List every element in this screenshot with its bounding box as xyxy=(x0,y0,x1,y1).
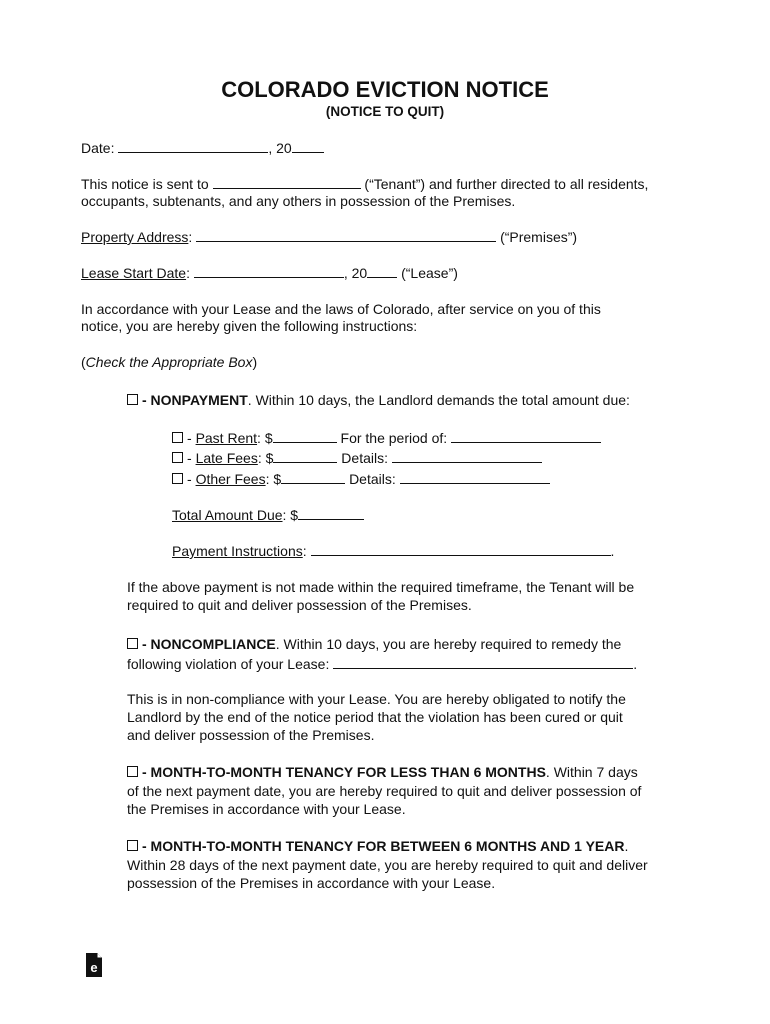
late-fees-amount-field[interactable] xyxy=(273,449,337,463)
other-fees-amount-field[interactable] xyxy=(281,470,345,484)
other-fees-row xyxy=(172,470,550,488)
past-rent-row xyxy=(172,429,601,447)
property-row xyxy=(81,228,577,246)
payment-instructions-period: . xyxy=(610,543,615,559)
noncompliance-para-2: Landlord by the end of the notice period that the violation has been cured or quit xyxy=(127,709,623,725)
check-instruction xyxy=(81,353,257,371)
violation-field[interactable] xyxy=(333,655,633,669)
check-close-paren: ) xyxy=(252,354,258,370)
past-rent-prefix: - xyxy=(187,430,196,446)
month-6to12-row xyxy=(127,837,628,855)
noncompliance-para-1: This is in non-compliance with your Lease. You are hereby obligated to notify the xyxy=(127,691,626,707)
property-colon: : xyxy=(188,229,193,245)
lease-suffix: (“Lease”) xyxy=(401,265,458,281)
notice-text-b: (“Tenant”) and further directed to all residents, xyxy=(364,176,649,192)
other-fees-prefix: - xyxy=(187,471,196,487)
property-address-field[interactable] xyxy=(196,228,496,242)
month-6to12-text-2: Within 28 days of the next payment date, you are hereby required to quit and deliver xyxy=(127,857,648,873)
month-less6-text-1: . Within 7 days xyxy=(545,764,638,780)
lease-date-field[interactable] xyxy=(194,264,344,278)
late-fees-row xyxy=(172,449,542,467)
noncompliance-label: - NONCOMPLIANCE xyxy=(142,636,276,652)
date-year-field[interactable] xyxy=(292,139,324,153)
late-fees-prefix: - xyxy=(187,450,196,466)
notice-text-a: This notice is sent to xyxy=(81,176,209,192)
total-amount-dollar: : $ xyxy=(282,507,299,523)
nonpayment-checkbox[interactable] xyxy=(127,394,138,405)
nonpayment-consequence-2: required to quit and deliver possession of the Premises. xyxy=(127,597,472,613)
other-fees-details-field[interactable] xyxy=(400,470,550,484)
svg-text:e: e xyxy=(90,960,98,975)
month-less6-text-3: the Premises in accordance with your Lease. xyxy=(127,801,406,817)
other-fees-label: Other Fees xyxy=(195,471,266,487)
past-rent-label: Past Rent xyxy=(195,430,258,446)
lease-year-prefix: , 20 xyxy=(343,265,368,281)
late-fees-checkbox[interactable] xyxy=(172,452,183,463)
tenant-name-field[interactable] xyxy=(213,175,361,189)
late-fees-details-label: Details: xyxy=(341,450,388,466)
other-fees-details-label: Details: xyxy=(349,471,396,487)
lease-label: Lease Start Date xyxy=(81,265,187,281)
noncompliance-text-1: . Within 10 days, you are hereby required to remedy the xyxy=(275,636,622,652)
document-title: COLORADO EVICTION NOTICE xyxy=(221,77,549,102)
lease-year-field[interactable] xyxy=(367,264,397,278)
noncompliance-para-3: and deliver possession of the Premises. xyxy=(127,727,375,743)
month-less6-text-2: of the next payment date, you are hereby required to quit and deliver possession of xyxy=(127,783,642,799)
total-amount-field[interactable] xyxy=(298,506,364,520)
past-rent-period-label: For the period of: xyxy=(340,430,448,446)
property-label: Property Address xyxy=(81,229,189,245)
nonpayment-row xyxy=(127,391,630,409)
month-6to12-label: - MONTH-TO-MONTH TENANCY FOR BETWEEN 6 MONTHS AND 1 YEAR xyxy=(142,838,625,854)
notice-row-2: occupants, subtenants, and any others in possession of the Premises. xyxy=(81,193,516,209)
nonpayment-consequence-1: If the above payment is not made within the required timeframe, the Tenant will be xyxy=(127,579,635,595)
date-label: Date: xyxy=(81,140,115,156)
payment-instructions-colon: : xyxy=(302,543,307,559)
total-amount-row xyxy=(172,506,364,524)
total-amount-label: Total Amount Due xyxy=(172,507,283,523)
past-rent-period-field[interactable] xyxy=(451,429,601,443)
late-fees-details-field[interactable] xyxy=(392,449,542,463)
nonpayment-text: . Within 10 days, the Landlord demands the total amount due: xyxy=(247,392,630,408)
noncompliance-row-2 xyxy=(127,655,637,673)
check-open-paren: ( xyxy=(81,354,86,370)
eforms-logo-icon xyxy=(84,952,104,978)
nonpayment-label: - NONPAYMENT xyxy=(142,392,248,408)
month-less6-checkbox[interactable] xyxy=(127,766,138,777)
lease-row xyxy=(81,264,458,282)
month-6to12-text-3: possession of the Premises in accordance with your Lease. xyxy=(127,875,496,891)
other-fees-checkbox[interactable] xyxy=(172,473,183,484)
check-instruction-text: Check the Appropriate Box xyxy=(85,354,253,370)
other-fees-dollar: : $ xyxy=(265,471,282,487)
lease-colon: : xyxy=(186,265,190,281)
month-6to12-checkbox[interactable] xyxy=(127,840,138,851)
payment-instructions-field[interactable] xyxy=(311,542,611,556)
premises-suffix: (“Premises”) xyxy=(500,229,578,245)
late-fees-label: Late Fees xyxy=(195,450,258,466)
noncompliance-row xyxy=(127,635,621,653)
month-less6-label: - MONTH-TO-MONTH TENANCY FOR LESS THAN 6 MONTHS xyxy=(142,764,546,780)
payment-instructions-label: Payment Instructions xyxy=(172,543,303,559)
violation-period: . xyxy=(633,656,638,672)
accordance-line-1: In accordance with your Lease and the laws of Colorado, after service on you of this xyxy=(81,301,601,317)
month-6to12-text-1: . xyxy=(624,838,629,854)
payment-instructions-row xyxy=(172,542,614,560)
accordance-line-2: notice, you are hereby given the following instructions: xyxy=(81,318,418,334)
notice-row xyxy=(81,175,648,193)
noncompliance-checkbox[interactable] xyxy=(127,638,138,649)
date-year-prefix: , 20 xyxy=(268,140,292,156)
past-rent-amount-field[interactable] xyxy=(273,429,337,443)
noncompliance-text-2: following violation of your Lease: xyxy=(127,656,330,672)
date-field[interactable] xyxy=(118,139,268,153)
late-fees-dollar: : $ xyxy=(257,450,274,466)
document-subtitle: (NOTICE TO QUIT) xyxy=(325,104,445,119)
month-less6-row xyxy=(127,763,638,781)
past-rent-dollar: : $ xyxy=(257,430,273,446)
past-rent-checkbox[interactable] xyxy=(172,432,183,443)
date-row xyxy=(81,139,324,157)
